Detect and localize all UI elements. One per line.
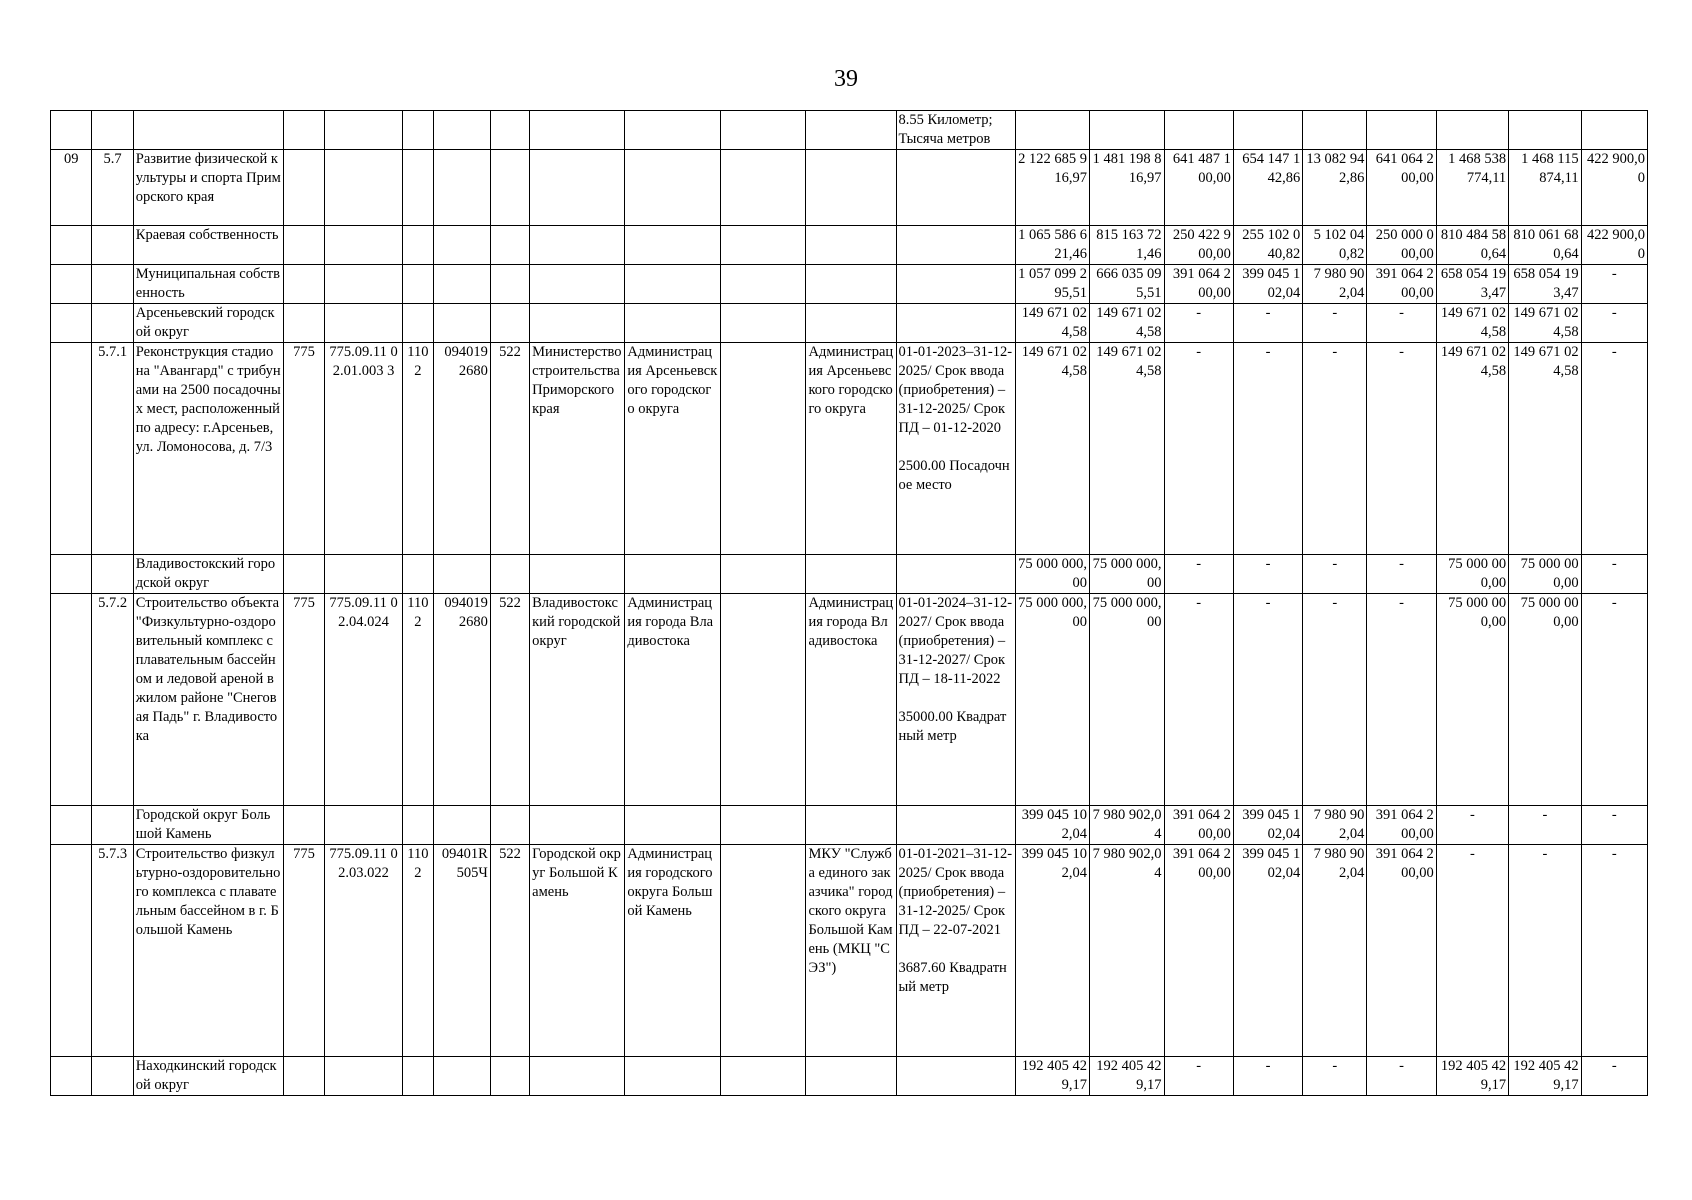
cell-fin-2023: 654 147 142,86 (1233, 150, 1302, 226)
table-row (51, 150, 1648, 226)
cell-target-item (325, 150, 403, 226)
cell-fin-2028 (1581, 111, 1647, 150)
cell-co-executor (720, 343, 806, 555)
cell-fin-2023 (1233, 111, 1302, 150)
cell-fin-2021: 1 481 198 816,97 (1090, 150, 1165, 226)
cell-division (402, 150, 433, 226)
table-row (51, 594, 1648, 806)
cell-total: 1 057 099 295,51 (1015, 265, 1090, 304)
cell-division (402, 111, 433, 150)
cell-fin-2026: - (1436, 806, 1508, 845)
cell-csr (433, 111, 490, 150)
cell-vr (490, 1057, 529, 1096)
cell-vr (490, 265, 529, 304)
cell-customer (625, 150, 720, 226)
cell-fin-2021: 815 163 721,46 (1090, 226, 1165, 265)
cell-total: 399 045 102,04 (1015, 845, 1090, 1057)
cell-period (896, 806, 1015, 845)
cell-fin-2027: 75 000 000,00 (1509, 594, 1581, 806)
cell-fin-2024: - (1303, 555, 1367, 594)
cell-customer: Администрация города Владивостока (625, 594, 720, 806)
cell-division (402, 1057, 433, 1096)
cell-developer: Администрация города Владивостока (806, 594, 896, 806)
cell-vr (490, 806, 529, 845)
cell-vr: 522 (490, 845, 529, 1057)
table-row (51, 1057, 1648, 1096)
cell-vr (490, 304, 529, 343)
cell-code: 09 (51, 150, 92, 226)
cell-title: Находкинский городской округ (133, 1057, 283, 1096)
cell-title: Строительство объекта "Физкультурно-оздоровительный комплекс с плавательным бассейном и ледовой ареной в жилом районе "Снеговая Падь" г. Владивостока (133, 594, 283, 806)
cell-csr (433, 150, 490, 226)
cell-developer (806, 150, 896, 226)
cell-fin-2026: - (1436, 845, 1508, 1057)
cell-fin-2025: 250 000 000,00 (1367, 226, 1436, 265)
cell-customer (625, 1057, 720, 1096)
cell-division: 1102 (402, 594, 433, 806)
cell-fin-2023: 399 045 102,04 (1233, 265, 1302, 304)
cell-grbs (283, 111, 324, 150)
cell-fin-2026: 75 000 000,00 (1436, 555, 1508, 594)
cell-period: 01-01-2024–31-12-2027/ Срок ввода (приобретения) – 31-12-2027/ Срок ПД – 18-11-2022 35000.00 Квадратный метр (896, 594, 1015, 806)
table-row (51, 304, 1648, 343)
cell-fin-2024: - (1303, 594, 1367, 806)
cell-fin-2028: - (1581, 594, 1647, 806)
cell-developer (806, 111, 896, 150)
cell-code (51, 1057, 92, 1096)
cell-fin-2021 (1090, 111, 1165, 150)
cell-fin-2027: 810 061 680,64 (1509, 226, 1581, 265)
cell-fin-2028: - (1581, 343, 1647, 555)
cell-section: 5.7.2 (92, 594, 133, 806)
cell-fin-2022: - (1164, 594, 1233, 806)
cell-division: 1102 (402, 845, 433, 1057)
cell-executor (530, 111, 625, 150)
cell-grbs: 775 (283, 594, 324, 806)
cell-executor (530, 226, 625, 265)
cell-period (896, 150, 1015, 226)
cell-fin-2026: 1 468 538 774,11 (1436, 150, 1508, 226)
cell-csr: 094019 2680 (433, 594, 490, 806)
cell-target-item (325, 806, 403, 845)
cell-section: 5.7 (92, 150, 133, 226)
cell-co-executor (720, 265, 806, 304)
cell-csr: 09401R 505Ч (433, 845, 490, 1057)
cell-total: 75 000 000,00 (1015, 555, 1090, 594)
cell-period (896, 555, 1015, 594)
cell-customer: Администрация городского округа Большой Камень (625, 845, 720, 1057)
cell-fin-2023: 255 102 040,82 (1233, 226, 1302, 265)
cell-customer (625, 555, 720, 594)
cell-code (51, 265, 92, 304)
cell-section (92, 265, 133, 304)
cell-fin-2021: 7 980 902,04 (1090, 806, 1165, 845)
table-row (51, 265, 1648, 304)
cell-fin-2027: 658 054 193,47 (1509, 265, 1581, 304)
cell-fin-2025: - (1367, 343, 1436, 555)
table-row (51, 555, 1648, 594)
cell-fin-2023: - (1233, 555, 1302, 594)
cell-fin-2023: - (1233, 1057, 1302, 1096)
cell-title: Развитие физической культуры и спорта Приморского края (133, 150, 283, 226)
cell-total: 149 671 024,58 (1015, 343, 1090, 555)
cell-division: 1102 (402, 343, 433, 555)
cell-grbs: 775 (283, 343, 324, 555)
cell-csr (433, 304, 490, 343)
cell-section: 5.7.3 (92, 845, 133, 1057)
cell-customer (625, 226, 720, 265)
cell-fin-2027: 149 671 024,58 (1509, 304, 1581, 343)
cell-fin-2026: 149 671 024,58 (1436, 343, 1508, 555)
cell-title: Краевая собственность (133, 226, 283, 265)
cell-csr (433, 555, 490, 594)
cell-fin-2022: - (1164, 304, 1233, 343)
cell-executor (530, 265, 625, 304)
table-row (51, 226, 1648, 265)
cell-total: 2 122 685 916,97 (1015, 150, 1090, 226)
cell-fin-2028: - (1581, 555, 1647, 594)
cell-fin-2025: - (1367, 1057, 1436, 1096)
cell-fin-2023: - (1233, 594, 1302, 806)
cell-csr (433, 226, 490, 265)
cell-target-item (325, 111, 403, 150)
table-row (51, 845, 1648, 1057)
cell-fin-2028: 422 900,00 (1581, 150, 1647, 226)
cell-fin-2026: 658 054 193,47 (1436, 265, 1508, 304)
cell-division (402, 555, 433, 594)
cell-fin-2024: 7 980 902,04 (1303, 806, 1367, 845)
cell-fin-2022: 250 422 900,00 (1164, 226, 1233, 265)
cell-fin-2028: - (1581, 1057, 1647, 1096)
cell-grbs (283, 555, 324, 594)
cell-title: Городской округ Большой Камень (133, 806, 283, 845)
cell-title: Владивостокский городской округ (133, 555, 283, 594)
cell-target-item (325, 1057, 403, 1096)
cell-target-item: 775.09.11 02.01.003 3 (325, 343, 403, 555)
cell-co-executor (720, 555, 806, 594)
cell-section: 5.7.1 (92, 343, 133, 555)
cell-fin-2021: 192 405 429,17 (1090, 1057, 1165, 1096)
cell-fin-2021: 75 000 000,00 (1090, 594, 1165, 806)
cell-developer (806, 226, 896, 265)
cell-fin-2024: 5 102 040,82 (1303, 226, 1367, 265)
cell-total (1015, 111, 1090, 150)
cell-period: 8.55 Километр; Тысяча метров (896, 111, 1015, 150)
cell-title: Муниципальная собственность (133, 265, 283, 304)
cell-code (51, 304, 92, 343)
cell-period (896, 226, 1015, 265)
cell-fin-2028: - (1581, 845, 1647, 1057)
cell-developer (806, 806, 896, 845)
cell-customer: Администрация Арсеньевского городского округа (625, 343, 720, 555)
cell-total: 1 065 586 621,46 (1015, 226, 1090, 265)
cell-fin-2025: - (1367, 594, 1436, 806)
cell-total: 149 671 024,58 (1015, 304, 1090, 343)
cell-section (92, 806, 133, 845)
cell-fin-2022: 391 064 200,00 (1164, 845, 1233, 1057)
cell-grbs (283, 150, 324, 226)
cell-fin-2024: - (1303, 304, 1367, 343)
cell-section (92, 226, 133, 265)
cell-fin-2022: - (1164, 1057, 1233, 1096)
cell-executor (530, 304, 625, 343)
cell-fin-2027 (1509, 111, 1581, 150)
cell-fin-2026: 149 671 024,58 (1436, 304, 1508, 343)
cell-fin-2026: 192 405 429,17 (1436, 1057, 1508, 1096)
cell-code (51, 226, 92, 265)
budget-table (50, 110, 1648, 1096)
cell-developer (806, 265, 896, 304)
cell-fin-2021: 7 980 902,04 (1090, 845, 1165, 1057)
cell-fin-2022: - (1164, 555, 1233, 594)
cell-grbs (283, 265, 324, 304)
cell-fin-2026 (1436, 111, 1508, 150)
table-row (51, 806, 1648, 845)
cell-fin-2022: 391 064 200,00 (1164, 265, 1233, 304)
table-row (51, 111, 1648, 150)
cell-vr (490, 226, 529, 265)
cell-grbs: 775 (283, 845, 324, 1057)
cell-period (896, 304, 1015, 343)
cell-fin-2025 (1367, 111, 1436, 150)
cell-fin-2026: 810 484 580,64 (1436, 226, 1508, 265)
cell-fin-2024: 7 980 902,04 (1303, 845, 1367, 1057)
cell-code (51, 806, 92, 845)
cell-grbs (283, 304, 324, 343)
cell-co-executor (720, 226, 806, 265)
cell-fin-2024 (1303, 111, 1367, 150)
cell-fin-2021: 149 671 024,58 (1090, 304, 1165, 343)
cell-target-item (325, 304, 403, 343)
cell-fin-2023: 399 045 102,04 (1233, 845, 1302, 1057)
cell-title: Реконструкция стадиона "Авангард" с трибунами на 2500 посадочных мест, расположенный по адресу: г.Арсеньев, ул. Ломоносова, д. 7/3 (133, 343, 283, 555)
cell-fin-2024: - (1303, 1057, 1367, 1096)
cell-target-item: 775.09.11 02.04.024 (325, 594, 403, 806)
cell-fin-2025: - (1367, 304, 1436, 343)
cell-period: 01-01-2023–31-12-2025/ Срок ввода (приобретения) – 31-12-2025/ Срок ПД – 01-12-2020 2500.00 Посадочное место (896, 343, 1015, 555)
cell-executor (530, 555, 625, 594)
cell-executor: Владивостокский городской округ (530, 594, 625, 806)
cell-vr: 522 (490, 594, 529, 806)
cell-executor (530, 806, 625, 845)
cell-grbs (283, 226, 324, 265)
cell-code (51, 555, 92, 594)
cell-fin-2021: 75 000 000,00 (1090, 555, 1165, 594)
cell-title: Арсеньевский городской округ (133, 304, 283, 343)
cell-fin-2024: - (1303, 343, 1367, 555)
cell-fin-2027: - (1509, 806, 1581, 845)
cell-section (92, 111, 133, 150)
cell-period (896, 265, 1015, 304)
cell-co-executor (720, 594, 806, 806)
cell-fin-2026: 75 000 000,00 (1436, 594, 1508, 806)
cell-division (402, 806, 433, 845)
cell-period: 01-01-2021–31-12-2025/ Срок ввода (приобретения) – 31-12-2025/ Срок ПД – 22-07-2021 3687.60 Квадратный метр (896, 845, 1015, 1057)
cell-fin-2022: - (1164, 343, 1233, 555)
cell-csr (433, 806, 490, 845)
cell-division (402, 226, 433, 265)
cell-section (92, 555, 133, 594)
cell-fin-2027: 1 468 115 874,11 (1509, 150, 1581, 226)
cell-division (402, 265, 433, 304)
cell-csr (433, 265, 490, 304)
cell-title: Строительство физкультурно-оздоровительного комплекса с плавательным бассейном в г. Большой Камень (133, 845, 283, 1057)
cell-fin-2022 (1164, 111, 1233, 150)
cell-fin-2025: - (1367, 555, 1436, 594)
cell-csr (433, 1057, 490, 1096)
cell-co-executor (720, 1057, 806, 1096)
cell-fin-2027: 192 405 429,17 (1509, 1057, 1581, 1096)
cell-period (896, 1057, 1015, 1096)
cell-vr (490, 555, 529, 594)
cell-fin-2021: 666 035 095,51 (1090, 265, 1165, 304)
cell-customer (625, 806, 720, 845)
cell-developer (806, 1057, 896, 1096)
cell-fin-2023: 399 045 102,04 (1233, 806, 1302, 845)
cell-co-executor (720, 845, 806, 1057)
cell-developer (806, 555, 896, 594)
cell-target-item: 775.09.11 02.03.022 (325, 845, 403, 1057)
cell-grbs (283, 806, 324, 845)
cell-section (92, 304, 133, 343)
cell-customer (625, 304, 720, 343)
cell-division (402, 304, 433, 343)
page-number: 39 (834, 66, 858, 92)
cell-fin-2022: 391 064 200,00 (1164, 806, 1233, 845)
cell-fin-2025: 391 064 200,00 (1367, 845, 1436, 1057)
cell-executor (530, 150, 625, 226)
cell-fin-2028: - (1581, 304, 1647, 343)
cell-total: 192 405 429,17 (1015, 1057, 1090, 1096)
cell-fin-2022: 641 487 100,00 (1164, 150, 1233, 226)
cell-executor: Городской округ Большой Камень (530, 845, 625, 1057)
cell-title (133, 111, 283, 150)
cell-developer: Администрация Арсеньевского городского округа (806, 343, 896, 555)
cell-csr: 094019 2680 (433, 343, 490, 555)
cell-total: 75 000 000,00 (1015, 594, 1090, 806)
cell-executor: Министерство строительства Приморского края (530, 343, 625, 555)
cell-fin-2028: - (1581, 265, 1647, 304)
cell-executor (530, 1057, 625, 1096)
cell-fin-2028: - (1581, 806, 1647, 845)
cell-customer (625, 111, 720, 150)
table-row (51, 343, 1648, 555)
cell-co-executor (720, 150, 806, 226)
cell-developer: МКУ "Служба единого заказчика" городского округа Большой Камень (МКЦ "СЭЗ") (806, 845, 896, 1057)
cell-code (51, 845, 92, 1057)
cell-target-item (325, 226, 403, 265)
cell-fin-2025: 641 064 200,00 (1367, 150, 1436, 226)
cell-code (51, 111, 92, 150)
cell-customer (625, 265, 720, 304)
cell-fin-2025: 391 064 200,00 (1367, 806, 1436, 845)
cell-code (51, 343, 92, 555)
cell-target-item (325, 265, 403, 304)
cell-co-executor (720, 111, 806, 150)
cell-grbs (283, 1057, 324, 1096)
cell-fin-2025: 391 064 200,00 (1367, 265, 1436, 304)
cell-vr: 522 (490, 343, 529, 555)
cell-co-executor (720, 806, 806, 845)
cell-code (51, 594, 92, 806)
cell-fin-2027: - (1509, 845, 1581, 1057)
cell-co-executor (720, 304, 806, 343)
cell-section (92, 1057, 133, 1096)
cell-developer (806, 304, 896, 343)
cell-fin-2024: 13 082 942,86 (1303, 150, 1367, 226)
cell-fin-2027: 75 000 000,00 (1509, 555, 1581, 594)
cell-fin-2024: 7 980 902,04 (1303, 265, 1367, 304)
cell-fin-2028: 422 900,00 (1581, 226, 1647, 265)
cell-fin-2021: 149 671 024,58 (1090, 343, 1165, 555)
cell-total: 399 045 102,04 (1015, 806, 1090, 845)
cell-fin-2027: 149 671 024,58 (1509, 343, 1581, 555)
cell-vr (490, 150, 529, 226)
cell-target-item (325, 555, 403, 594)
cell-fin-2023: - (1233, 304, 1302, 343)
cell-vr (490, 111, 529, 150)
cell-fin-2023: - (1233, 343, 1302, 555)
